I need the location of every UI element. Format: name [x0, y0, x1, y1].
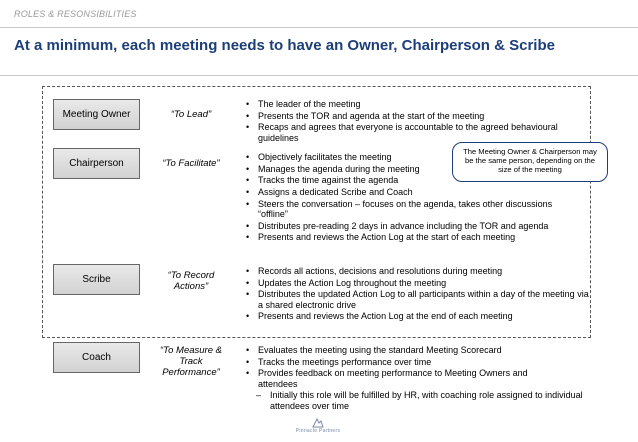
role-box-scribe: Scribe: [53, 264, 140, 295]
list-item: • Evaluates the meeting using the standard Meeting Scorecard: [244, 345, 584, 355]
company-logo: [283, 418, 353, 434]
list-item: • Assigns a dedicated Scribe and Coach: [244, 187, 584, 197]
list-item: • Recaps and agrees that everyone is accountable to the agreed behavioural guidelines: [244, 122, 558, 143]
logo-mark-icon: [311, 418, 325, 428]
list-item: • Tracks the meetings performance over time: [244, 357, 584, 367]
list-item: • Presents and reviews the Action Log at the end of each meeting: [244, 311, 584, 321]
header-divider: [0, 27, 638, 28]
scribe-duties: [244, 266, 589, 323]
role-box-chairperson: Chairperson: [53, 148, 140, 179]
list-subitem: – Initially this role will be fulfilled by HR, with coaching role assigned to individual attendees over time: [244, 390, 590, 411]
list-item: • Presents the TOR and agenda at the start of the meeting: [244, 111, 584, 121]
title-divider: [0, 75, 638, 76]
role-motto-meeting-owner: “To Lead”: [170, 109, 212, 120]
list-item: • The leader of the meeting: [244, 99, 584, 109]
list-item: • Objectively facilitates the meeting: [244, 152, 584, 162]
list-item: • Updates the Action Log throughout the meeting: [244, 278, 584, 288]
role-box-coach: Coach: [53, 342, 140, 373]
meeting-owner-duties: [244, 99, 584, 144]
role-motto-scribe: “To Record Actions”: [167, 270, 215, 292]
list-item: • Manages the agenda during the meeting: [244, 164, 584, 174]
page-title: At a minimum, each meeting needs to have an Owner, Chairperson & Scribe: [14, 37, 555, 54]
list-item: • Records all actions, decisions and resolutions during meeting: [244, 266, 584, 276]
role-motto-chairperson: “To Facilitate”: [162, 158, 220, 169]
role-box-meeting-owner: Meeting Owner: [53, 99, 140, 130]
section-kicker: ROLES & RESONSIBILITIES: [14, 9, 137, 19]
list-item: • Steers the conversation – focuses on the agenda, takes other discussions “offline”: [244, 199, 558, 220]
role-motto-coach: “To Measure & Track Performance”: [160, 345, 222, 378]
list-item: • Distributes the updated Action Log to all participants within a day of the meeting via a shared electronic drive: [244, 289, 593, 310]
callout-note: The Meeting Owner & Chairperson may be the same person, depending on the size of the meeting: [452, 142, 608, 182]
list-item: • Tracks the time against the agenda: [244, 175, 584, 185]
list-item: • Distributes pre-reading 2 days in advance including the TOR and agenda: [244, 221, 558, 231]
list-item: • Presents and reviews the Action Log at the start of each meeting: [244, 232, 584, 242]
logo-text: Pinnacle Partners: [295, 428, 341, 434]
list-item: • Provides feedback on meeting performance to Meeting Owners and attendees: [244, 368, 568, 389]
coach-duties: [244, 345, 584, 412]
